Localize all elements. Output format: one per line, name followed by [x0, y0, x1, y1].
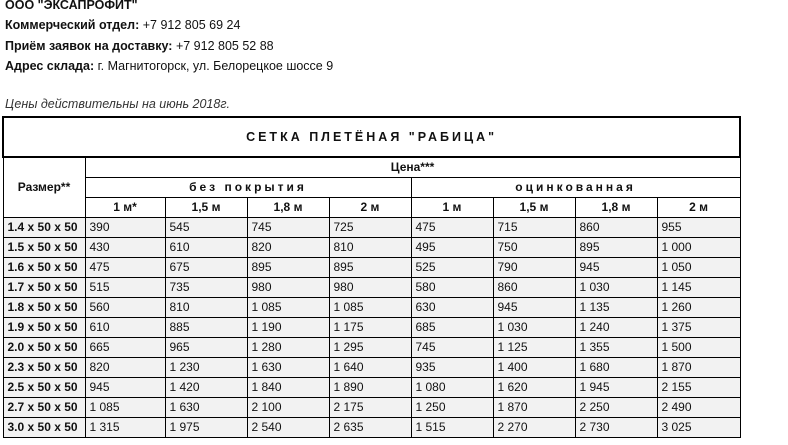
- subheader-row: [3, 198, 740, 218]
- delivery-phone: +7 912 805 52 88: [175, 39, 274, 53]
- table-row: [3, 378, 740, 398]
- price-cell: 955: [657, 218, 740, 238]
- warehouse-address: [5, 58, 333, 74]
- width-header: 1,5 м: [165, 198, 247, 218]
- price-cell: 2 730: [575, 418, 657, 438]
- price-cell: 860: [493, 278, 575, 298]
- price-cell: 1 640: [329, 358, 411, 378]
- commercial-phone: +7 912 805 69 24: [142, 18, 241, 32]
- price-cell: 2 635: [329, 418, 411, 438]
- price-cell: 475: [85, 258, 165, 278]
- commercial-contact: [5, 17, 240, 33]
- price-cell: 820: [247, 238, 329, 258]
- size-cell: 2.7 x 50 x 50: [3, 398, 85, 418]
- table-body: [3, 218, 740, 438]
- price-cell: 1 030: [493, 318, 575, 338]
- price-cell: 980: [247, 278, 329, 298]
- table-title: СЕТКА ПЛЕТЁНАЯ "РАБИЦА": [3, 117, 740, 157]
- size-cell: 1.6 x 50 x 50: [3, 258, 85, 278]
- price-cell: 1 145: [657, 278, 740, 298]
- size-cell: 2.5 x 50 x 50: [3, 378, 85, 398]
- price-cell: 1 975: [165, 418, 247, 438]
- price-cell: 945: [575, 258, 657, 278]
- price-cell: 685: [411, 318, 493, 338]
- price-cell: 895: [247, 258, 329, 278]
- price-cell: 1 620: [493, 378, 575, 398]
- group-galvanized: оцинкованная: [411, 178, 740, 198]
- company-name: ООО "ЭКСАПРОФИТ": [5, 0, 138, 12]
- price-cell: 630: [411, 298, 493, 318]
- price-cell: 1 680: [575, 358, 657, 378]
- price-table: [2, 116, 741, 438]
- size-cell: 1.7 x 50 x 50: [3, 278, 85, 298]
- width-header: 2 м: [657, 198, 740, 218]
- price-cell: 1 240: [575, 318, 657, 338]
- table-row: [3, 238, 740, 258]
- price-cell: 715: [493, 218, 575, 238]
- price-cell: 545: [165, 218, 247, 238]
- price-cell: 1 250: [411, 398, 493, 418]
- commercial-label: Коммерческий отдел:: [5, 18, 140, 32]
- price-cell: 1 870: [493, 398, 575, 418]
- validity-note: Цены действительны на июнь 2018г.: [5, 97, 230, 111]
- price-cell: 2 250: [575, 398, 657, 418]
- table-row: [3, 318, 740, 338]
- price-cell: 750: [493, 238, 575, 258]
- price-cell: 1 630: [247, 358, 329, 378]
- table-row: [3, 278, 740, 298]
- size-cell: 1.4 x 50 x 50: [3, 218, 85, 238]
- table-row: [3, 258, 740, 278]
- price-cell: 2 155: [657, 378, 740, 398]
- price-cell: 1 355: [575, 338, 657, 358]
- price-cell: 675: [165, 258, 247, 278]
- price-cell: 820: [85, 358, 165, 378]
- price-cell: 745: [411, 338, 493, 358]
- delivery-label: Приём заявок на доставку:: [5, 39, 173, 53]
- width-header: 1,5 м: [493, 198, 575, 218]
- price-cell: 2 490: [657, 398, 740, 418]
- price-cell: 790: [493, 258, 575, 278]
- price-cell: 1 295: [329, 338, 411, 358]
- price-cell: 2 270: [493, 418, 575, 438]
- price-cell: 810: [329, 238, 411, 258]
- table-row: [3, 298, 740, 318]
- table-row: [3, 358, 740, 378]
- price-cell: 745: [247, 218, 329, 238]
- price-cell: 1 175: [329, 318, 411, 338]
- price-cell: 1 840: [247, 378, 329, 398]
- price-cell: 895: [575, 238, 657, 258]
- price-cell: 560: [85, 298, 165, 318]
- size-cell: 2.3 x 50 x 50: [3, 358, 85, 378]
- address-label: Адрес склада:: [5, 59, 95, 73]
- price-cell: 945: [493, 298, 575, 318]
- size-cell: 1.5 x 50 x 50: [3, 238, 85, 258]
- price-cell: 1 280: [247, 338, 329, 358]
- price-header: Цена***: [85, 157, 740, 178]
- price-cell: 1 080: [411, 378, 493, 398]
- price-cell: 1 135: [575, 298, 657, 318]
- price-cell: 1 085: [247, 298, 329, 318]
- size-cell: 1.8 x 50 x 50: [3, 298, 85, 318]
- price-cell: 2 175: [329, 398, 411, 418]
- price-cell: 3 025: [657, 418, 740, 438]
- price-cell: 1 420: [165, 378, 247, 398]
- price-cell: 965: [165, 338, 247, 358]
- price-cell: 1 515: [411, 418, 493, 438]
- price-cell: 885: [165, 318, 247, 338]
- price-cell: 1 125: [493, 338, 575, 358]
- table-row: [3, 418, 740, 438]
- table-row: [3, 338, 740, 358]
- price-cell: 525: [411, 258, 493, 278]
- price-cell: 980: [329, 278, 411, 298]
- delivery-contact: [5, 38, 274, 54]
- price-cell: 1 870: [657, 358, 740, 378]
- price-cell: 2 100: [247, 398, 329, 418]
- price-cell: 1 945: [575, 378, 657, 398]
- price-cell: 895: [329, 258, 411, 278]
- price-cell: 1 230: [165, 358, 247, 378]
- table-row: [3, 398, 740, 418]
- price-cell: 1 890: [329, 378, 411, 398]
- price-cell: 610: [165, 238, 247, 258]
- price-cell: 1 630: [165, 398, 247, 418]
- price-cell: 1 400: [493, 358, 575, 378]
- size-cell: 3.0 x 50 x 50: [3, 418, 85, 438]
- size-header: Размер**: [3, 157, 85, 218]
- price-cell: 515: [85, 278, 165, 298]
- price-cell: 725: [329, 218, 411, 238]
- width-header: 1 м*: [85, 198, 165, 218]
- price-cell: 1 085: [85, 398, 165, 418]
- width-header: 1,8 м: [575, 198, 657, 218]
- price-cell: 1 500: [657, 338, 740, 358]
- price-cell: 495: [411, 238, 493, 258]
- price-cell: 475: [411, 218, 493, 238]
- width-header: 2 м: [329, 198, 411, 218]
- size-cell: 1.9 x 50 x 50: [3, 318, 85, 338]
- price-cell: 860: [575, 218, 657, 238]
- price-cell: 1 030: [575, 278, 657, 298]
- group-uncoated: без покрытия: [85, 178, 411, 198]
- price-cell: 610: [85, 318, 165, 338]
- price-cell: 810: [165, 298, 247, 318]
- size-cell: 2.0 x 50 x 50: [3, 338, 85, 358]
- price-cell: 665: [85, 338, 165, 358]
- price-cell: 735: [165, 278, 247, 298]
- price-cell: 1 190: [247, 318, 329, 338]
- price-cell: 1 315: [85, 418, 165, 438]
- price-cell: 945: [85, 378, 165, 398]
- price-cell: 1 260: [657, 298, 740, 318]
- table-row: [3, 218, 740, 238]
- width-header: 1 м: [411, 198, 493, 218]
- price-cell: 390: [85, 218, 165, 238]
- price-cell: 935: [411, 358, 493, 378]
- address-value: г. Магнитогорск, ул. Белорецкое шоссе 9: [97, 59, 334, 73]
- price-cell: 1 085: [329, 298, 411, 318]
- width-header: 1,8 м: [247, 198, 329, 218]
- price-cell: 1 375: [657, 318, 740, 338]
- price-cell: 580: [411, 278, 493, 298]
- price-cell: 1 000: [657, 238, 740, 258]
- price-cell: 2 540: [247, 418, 329, 438]
- price-cell: 430: [85, 238, 165, 258]
- price-cell: 1 050: [657, 258, 740, 278]
